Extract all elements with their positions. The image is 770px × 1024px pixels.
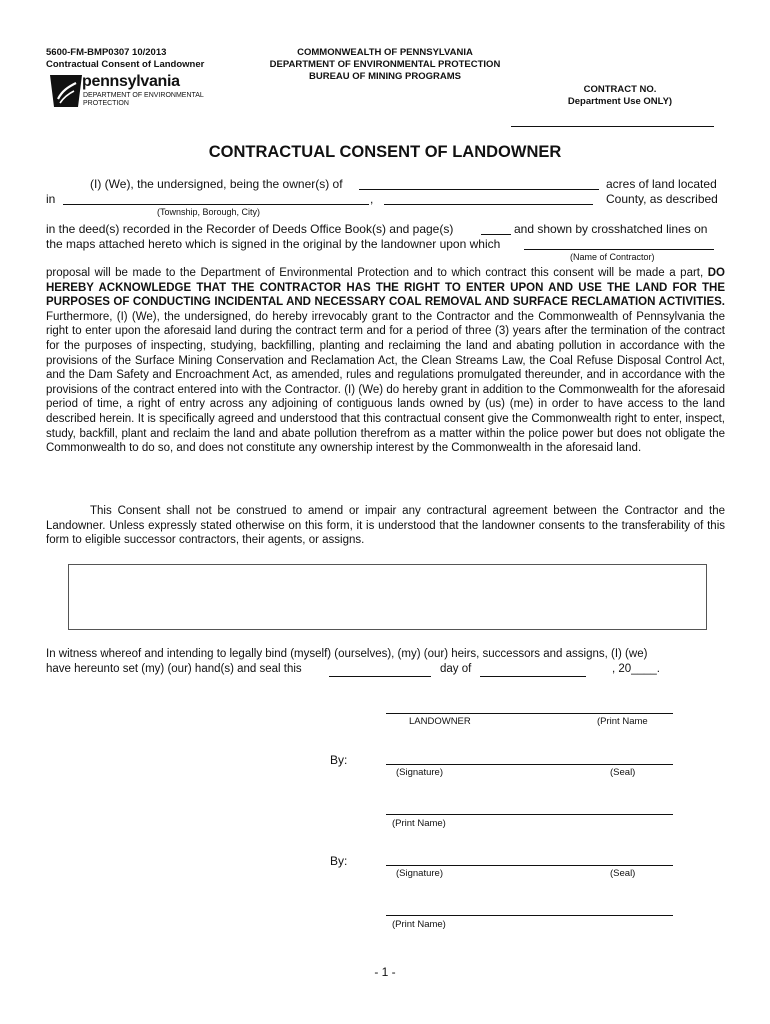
agency-line-3: BUREAU OF MINING PROGRAMS <box>309 71 461 82</box>
acres-label: acres of land located <box>606 177 717 191</box>
seal-caption-1: (Seal) <box>610 767 636 778</box>
landowner-print-name-label: (Print Name <box>597 716 648 727</box>
maps-text: the maps attached hereto which is signed in the original by the landowner upon which <box>46 237 501 251</box>
witness-line-1: In witness whereof and intending to legally bind (myself) (ourselves), (my) (our) heirs, successors and assigns, (I) (we) <box>46 648 648 660</box>
county-label: County, as described <box>606 192 718 206</box>
witness-line-2a: have hereunto set (my) (our) hand(s) and seal this <box>46 663 302 675</box>
contractor-name-field[interactable] <box>524 249 714 250</box>
comma: , <box>370 192 374 206</box>
township-caption: (Township, Borough, City) <box>157 207 261 217</box>
day-field[interactable] <box>329 676 431 677</box>
logo-subtitle-1: DEPARTMENT OF ENVIRONMENTAL <box>83 92 204 99</box>
month-field[interactable] <box>480 676 586 677</box>
signature-line-1[interactable] <box>386 764 673 765</box>
contract-no-label: CONTRACT NO. <box>583 84 657 95</box>
signature-line-2[interactable] <box>386 865 673 866</box>
signature-caption-2: (Signature) <box>396 868 443 879</box>
deed-text: in the deed(s) recorded in the Recorder of Deeds Office Book(s) and page(s) <box>46 222 454 236</box>
department-use-label: Department Use ONLY) <box>567 96 673 107</box>
witness-year: , 20____. <box>612 663 660 675</box>
paragraph-rest: Furthermore, (I) (We), the undersigned, do hereby irrevocably grant to the Contractor and the Commonwealth of Pennsylvania the right to enter upon the aforesaid land during the contract term and for a period of three (3) years after the termination of the contract for the purposes of inspecting, studying, backfilling, planting and reclaiming the land and abating pollution in accordance with the provisions of the Surface Mining Conservation and Reclamation Act, the Clean Streams Law, the Coal Refuse Disposal Control Act, and the Dam Safety and Encroachment Act, as amended, rules and regulations promulgated thereunder, and in accordance with the provisions of the contract entered into with the Contractor. (I) (We) do hereby grant in addition to the Commonwealth for the aforesaid period of time, a right of entry across any adjoining of contiguous lands owned by (us) (me) in order to have access to the land described herein. It is specifically agreed and understood that this contractual consent give the Commonwealth right to enter, inspect, study, backfill, plant and reclaim the land and abate pollution therefrom as a matter within the police power but does not obligate the Commonwealth to do so, and does not constitute any ownership interest by the Commonwealth in the aforesaid land. <box>46 310 725 455</box>
additional-terms-box[interactable] <box>68 564 707 630</box>
logo-wordmark: pennsylvania <box>82 73 180 90</box>
owner-statement: (I) (We), the undersigned, being the owner(s) of <box>90 177 343 191</box>
township-field[interactable] <box>63 204 369 205</box>
acres-field[interactable] <box>359 189 599 190</box>
print-name-line-2[interactable] <box>386 915 673 916</box>
form-id: 5600-FM-BMP0307 10/2013 <box>46 47 167 58</box>
print-name-caption-2: (Print Name) <box>392 919 446 930</box>
acknowledgement-bold: DO HEREBY ACKNOWLEDGE THAT THE CONTRACTOR HAS THE RIGHT TO ENTER UPON AND USE THE LAND FOR THE PURPOSES OF CONDUCTING INCIDENTAL AND NECESSARY COAL REMOVAL AND SURFACE RECLAMATION ACTIVITIES. <box>46 267 725 309</box>
pa-keystone-logo <box>46 73 86 109</box>
landowner-label: LANDOWNER <box>409 716 471 727</box>
witness-day-of: day of <box>440 663 472 675</box>
county-field[interactable] <box>384 204 593 205</box>
contract-no-field[interactable] <box>511 126 714 127</box>
keystone-icon <box>46 73 86 109</box>
form-title: Contractual Consent of Landowner <box>46 59 205 70</box>
seal-caption-2: (Seal) <box>610 868 636 879</box>
print-name-caption-1: (Print Name) <box>392 818 446 829</box>
main-paragraph <box>46 266 725 456</box>
page-number: - 1 - <box>374 965 396 979</box>
landowner-print-line[interactable] <box>386 713 673 714</box>
logo-subtitle-2: PROTECTION <box>83 100 129 107</box>
by-label-2: By: <box>330 854 348 868</box>
paragraph-lead: proposal will be made to the Department of Environmental Protection and to which contract this consent will be made a part, <box>46 267 708 279</box>
print-name-line-1[interactable] <box>386 814 673 815</box>
crosshatched-text: and shown by crosshatched lines on <box>514 222 708 236</box>
signature-caption-1: (Signature) <box>396 767 443 778</box>
by-label-1: By: <box>330 753 348 767</box>
document-title: CONTRACTUAL CONSENT OF LANDOWNER <box>208 143 562 161</box>
contractor-caption: (Name of Contractor) <box>570 252 655 262</box>
deed-page-field[interactable] <box>481 234 511 235</box>
agency-line-2: DEPARTMENT OF ENVIRONMENTAL PROTECTION <box>269 59 501 70</box>
agency-line-1: COMMONWEALTH OF PENNSYLVANIA <box>297 47 473 58</box>
consent-paragraph: This Consent shall not be construed to amend or impair any contractural agreement between the Contractor and the Landowner. Unless expressly stated otherwise on this form, it is understood that the landowner consents to the transferability of this form to eligible successor contractors, their agents, or assigns. <box>46 505 725 547</box>
in-label: in <box>46 192 56 206</box>
